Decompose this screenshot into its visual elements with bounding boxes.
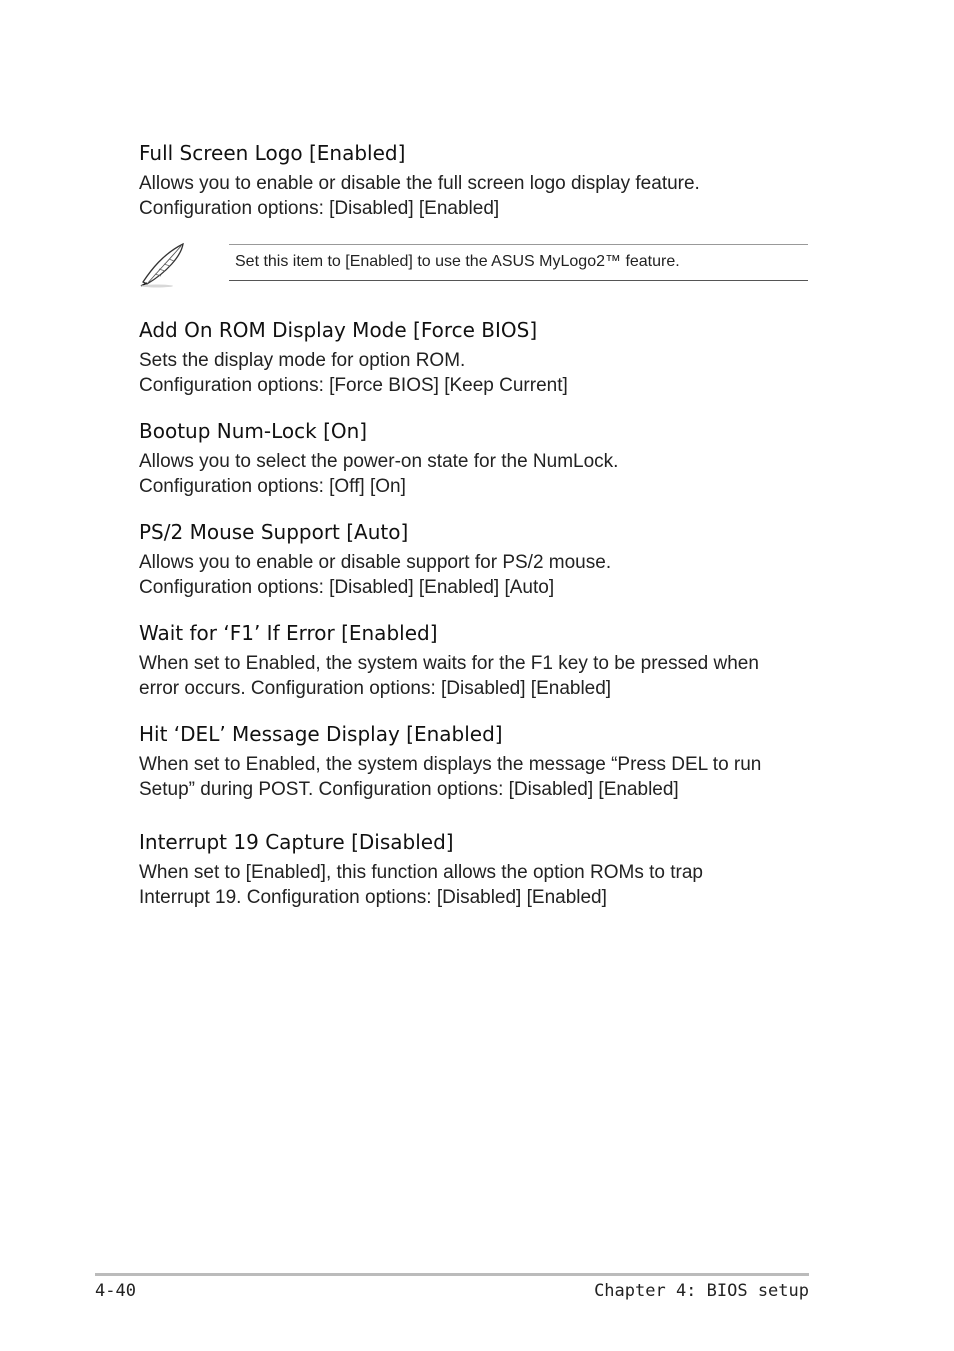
description-line: Interrupt 19. Configuration options: [Disabled] [Enabled] [139, 886, 607, 908]
description-line: Allows you to enable or disable the full screen logo display feature. [139, 173, 700, 194]
section-wait-for-f1 [139, 620, 819, 701]
note-box [137, 240, 809, 288]
description-line: Configuration options: [Force BIOS] [Keep Current] [139, 374, 568, 396]
note-frame [229, 244, 808, 281]
description-line: Setup” during POST. Configuration options: [Disabled] [Enabled] [139, 778, 679, 800]
section-heading: PS/2 Mouse Support [Auto] [139, 520, 409, 544]
description-line: Sets the display mode for option ROM. [139, 350, 466, 371]
section-interrupt-19-capture [139, 829, 819, 910]
description-line: Allows you to select the power-on state for the NumLock. [139, 451, 619, 472]
section-description [139, 450, 819, 499]
section-ps2-mouse-support [139, 519, 819, 600]
section-full-screen-logo [139, 140, 819, 221]
footer-rule [95, 1273, 809, 1276]
section-description [139, 172, 819, 221]
description-line: When set to Enabled, the system waits for the F1 key to be pressed when [139, 653, 759, 674]
description-line: Configuration options: [Disabled] [Enabled] [Auto] [139, 576, 555, 598]
description-line: Allows you to enable or disable support for PS/2 mouse. [139, 552, 612, 573]
section-bootup-num-lock [139, 418, 819, 499]
section-hit-del-message [139, 721, 819, 802]
description-line: Configuration options: [Off] [On] [139, 475, 406, 497]
section-heading: Full Screen Logo [Enabled] [139, 141, 406, 165]
description-line: error occurs. Configuration options: [Disabled] [Enabled] [139, 677, 612, 699]
description-line: Configuration options: [Disabled] [Enabled] [139, 197, 500, 219]
description-line: When set to [Enabled], this function allows the option ROMs to trap [139, 862, 703, 883]
section-description [139, 551, 819, 600]
chapter-title: Chapter 4: BIOS setup [594, 1281, 809, 1301]
section-heading: Interrupt 19 Capture [Disabled] [139, 830, 454, 854]
section-heading: Wait for ‘F1’ If Error [Enabled] [139, 621, 438, 645]
pen-note-icon [137, 240, 189, 288]
section-description [139, 861, 819, 910]
section-heading: Add On ROM Display Mode [Force BIOS] [139, 318, 538, 342]
section-heading: Hit ‘DEL’ Message Display [Enabled] [139, 722, 503, 746]
section-description [139, 652, 819, 701]
section-description [139, 349, 819, 398]
note-text: Set this item to [Enabled] to use the ASUS MyLogo2™ feature. [235, 253, 680, 270]
section-description [139, 753, 819, 802]
section-heading: Bootup Num-Lock [On] [139, 419, 368, 443]
description-line: When set to Enabled, the system displays the message “Press DEL to run [139, 754, 762, 775]
page-number: 4-40 [95, 1281, 136, 1301]
section-add-on-rom-display-mode [139, 317, 819, 398]
